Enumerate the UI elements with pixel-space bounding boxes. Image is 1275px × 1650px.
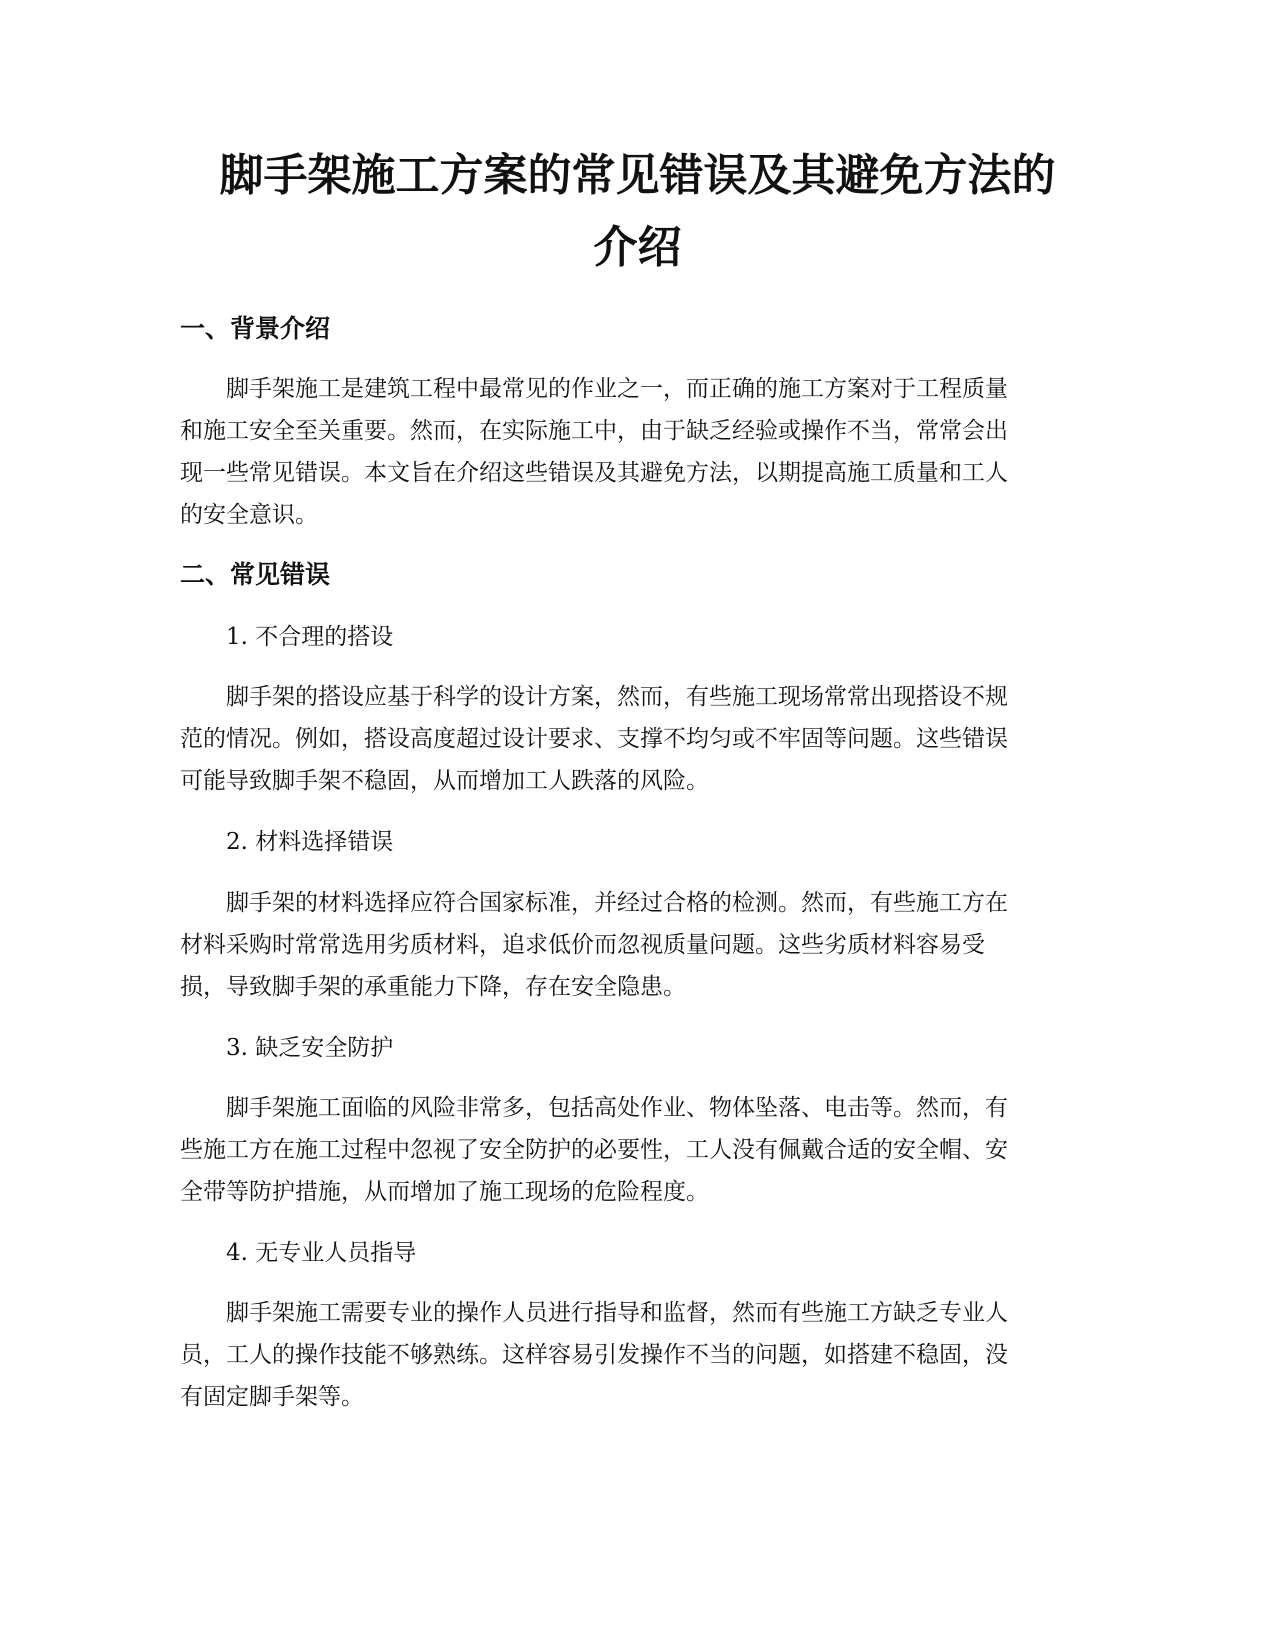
section-heading-background: 一、背景介绍	[180, 314, 331, 343]
document-title	[180, 140, 1095, 284]
paragraph-line: 范的情况。例如，搭设高度超过设计要求、支撑不均匀或不牢固等问题。这些错误	[180, 726, 1008, 752]
paragraph-line: 损，导致脚手架的承重能力下降，存在安全隐患。	[180, 974, 686, 1000]
item-paragraph-4	[180, 1292, 1095, 1418]
paragraph-line: 现一些常见错误。本文旨在介绍这些错误及其避免方法，以期提高施工质量和工人	[180, 460, 1008, 486]
item-paragraph-2	[180, 882, 1095, 1008]
item-paragraph-3	[180, 1087, 1095, 1213]
item-title-3: 3. 缺乏安全防护	[226, 1035, 394, 1061]
paragraph-line: 可能导致脚手架不稳固，从而增加工人跌落的风险。	[180, 768, 709, 794]
title-line-2: 介绍	[593, 222, 682, 273]
paragraph-line: 材料采购时常常选用劣质材料，追求低价而忽视质量问题。这些劣质材料容易受	[180, 932, 985, 958]
paragraph-line: 和施工安全至关重要。然而，在实际施工中，由于缺乏经验或操作不当，常常会出	[180, 418, 1008, 444]
title-line-1: 脚手架施工方案的常见错误及其避免方法的	[219, 150, 1056, 201]
item-title-2: 2. 材料选择错误	[226, 829, 394, 855]
item-paragraph-1	[180, 676, 1095, 802]
paragraph-background	[180, 368, 1095, 536]
paragraph-line: 脚手架施工需要专业的操作人员进行指导和监督，然而有些施工方缺乏专业人	[226, 1300, 1008, 1326]
paragraph-line: 有固定脚手架等。	[180, 1384, 364, 1410]
section-heading-common-errors: 二、常见错误	[180, 560, 331, 589]
item-title-4: 4. 无专业人员指导	[226, 1240, 417, 1266]
paragraph-line: 脚手架的搭设应基于科学的设计方案，然而，有些施工现场常常出现搭设不规	[226, 684, 1008, 710]
paragraph-line: 脚手架施工面临的风险非常多，包括高处作业、物体坠落、电击等。然而，有	[226, 1095, 1008, 1121]
paragraph-line: 脚手架施工是建筑工程中最常见的作业之一，而正确的施工方案对于工程质量	[226, 376, 1008, 402]
item-title-1: 1. 不合理的搭设	[226, 624, 394, 650]
paragraph-line: 全带等防护措施，从而增加了施工现场的危险程度。	[180, 1179, 709, 1205]
paragraph-line: 些施工方在施工过程中忽视了安全防护的必要性，工人没有佩戴合适的安全帽、安	[180, 1137, 1008, 1163]
paragraph-line: 的安全意识。	[180, 502, 318, 528]
paragraph-line: 员，工人的操作技能不够熟练。这样容易引发操作不当的问题，如搭建不稳固，没	[180, 1342, 1008, 1368]
paragraph-line: 脚手架的材料选择应符合国家标准，并经过合格的检测。然而，有些施工方在	[226, 890, 1008, 916]
